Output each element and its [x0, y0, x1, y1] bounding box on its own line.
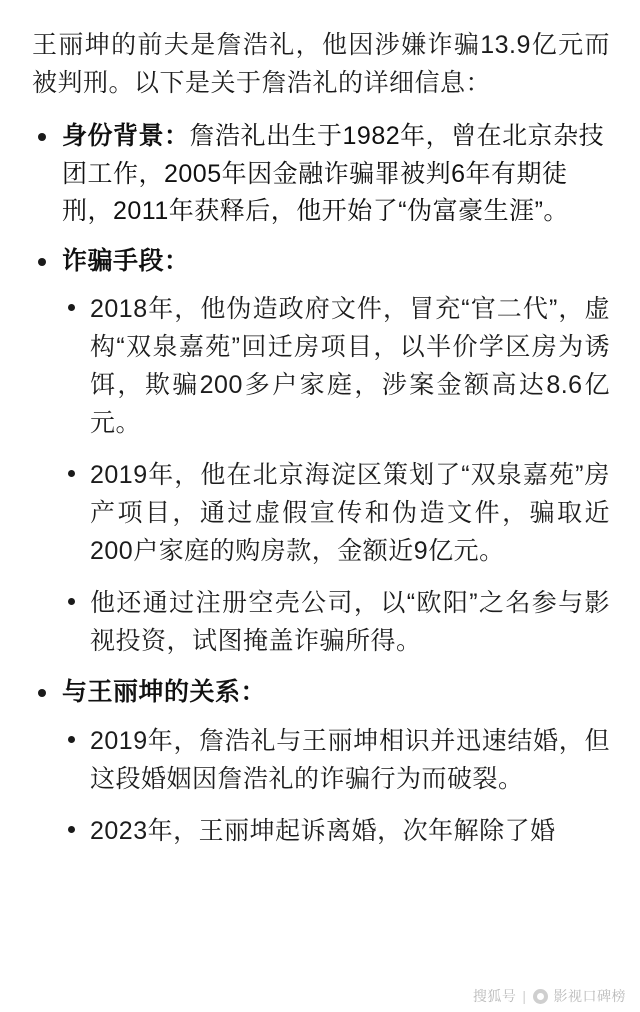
bullet-icon: [68, 470, 75, 477]
watermark-platform-label: 搜狐号: [472, 988, 517, 1004]
list-item: [62, 584, 610, 660]
watermark-account-label: 影视口碑榜: [553, 988, 626, 1004]
list-item: [62, 456, 610, 570]
section-identity-background: [32, 118, 610, 231]
bullet-icon: [38, 689, 46, 697]
circle-logo-icon: [533, 989, 548, 1004]
section-heading: 与王丽坤的关系：: [62, 678, 267, 706]
section-list: [32, 118, 610, 850]
bullet-icon: [68, 304, 75, 311]
section-heading: [62, 118, 610, 231]
list-item-text: 2023年，王丽坤起诉离婚，次年解除了婚: [90, 816, 556, 845]
bullet-icon: [38, 258, 46, 266]
section-inline-text: 詹浩礼出生于1982年，曾在北京杂技团工作，2005年因金融诈骗罪被判6年有期徒刑，2011年获释后，他开始了“伪富豪生涯”。: [62, 122, 605, 225]
watermark: [473, 986, 626, 1006]
bullet-icon: [68, 598, 75, 605]
section-heading: 诈骗手段：: [62, 246, 190, 275]
list-item-text: 他还通过注册空壳公司，以“欧阳”之名参与影视投资，试图掩盖诈骗所得。: [90, 589, 610, 655]
bullet-icon: [38, 133, 46, 141]
list-item: [62, 290, 610, 442]
section-heading-label: 身份背景：: [62, 122, 190, 150]
sub-item-list: [62, 722, 610, 850]
list-item-text: 2019年，詹浩礼与王丽坤相识并迅速结婚，但这段婚姻因詹浩礼的诈骗行为而破裂。: [90, 726, 610, 793]
bullet-icon: [68, 736, 75, 743]
section-relationship-with-wang-likun: [32, 674, 610, 850]
section-fraud-methods: [32, 243, 610, 661]
sub-item-list: [62, 290, 610, 660]
list-item: [62, 722, 610, 798]
bullet-icon: [68, 826, 75, 833]
watermark-separator: |: [522, 988, 527, 1004]
intro-paragraph: 王丽坤的前夫是詹浩礼，他因涉嫌诈骗13.9亿元而被判刑。以下是关于詹浩礼的详细信息：: [32, 31, 610, 97]
list-item-text: 2018年，他伪造政府文件，冒充“官二代”，虚构“双泉嘉苑”回迁房项目，以半价学区房为诱饵，欺骗200多户家庭，涉案金额高达8.6亿元。: [90, 295, 610, 437]
list-item: [62, 812, 610, 850]
list-item-text: 2019年，他在北京海淀区策划了“双泉嘉苑”房产项目，通过虚假宣传和伪造文件，骗取近200户家庭的购房款，金额近9亿元。: [90, 461, 610, 565]
